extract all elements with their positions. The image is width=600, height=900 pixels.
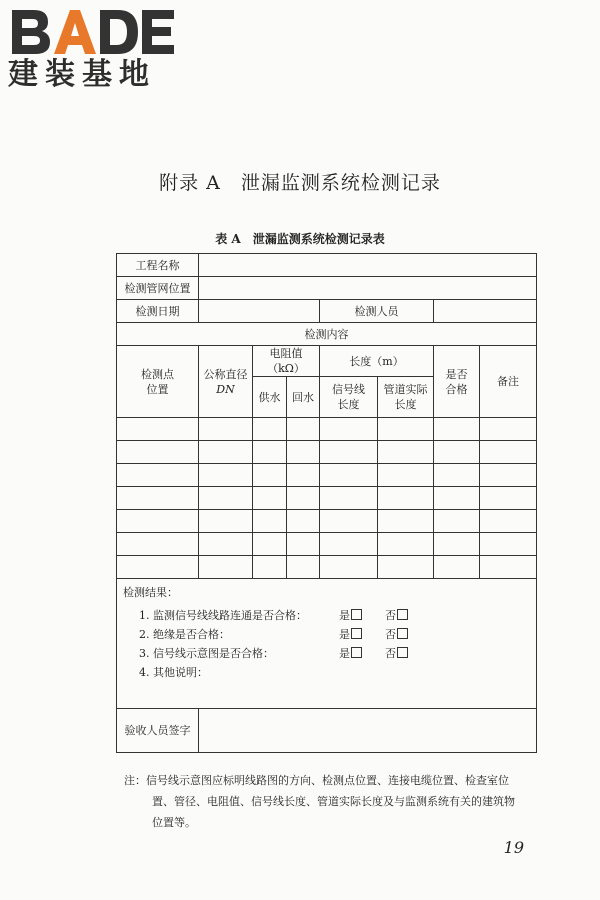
result-item-connectivity	[123, 606, 530, 625]
table-row	[117, 464, 537, 487]
no-checkbox[interactable]	[397, 628, 408, 639]
logo	[8, 4, 178, 92]
col-point-location-text: 检测点位置	[141, 367, 174, 396]
table-row	[117, 556, 537, 579]
no-label: 否	[385, 609, 396, 622]
table-caption: 表 A 泄漏监测系统检测记录表	[215, 232, 385, 246]
yes-label: 是	[339, 609, 350, 622]
inspection-content-label: 检测内容	[117, 323, 537, 346]
acceptance-signature-field[interactable]	[199, 709, 537, 753]
inspection-date-field[interactable]	[199, 300, 320, 323]
result-item-label: 1. 监测信号线线路连通是否合格：	[139, 609, 307, 622]
no-label: 否	[385, 628, 396, 641]
project-name-label: 工程名称	[117, 254, 199, 277]
col-signal-line-length-text: 信号线长度	[332, 383, 365, 411]
table-row	[117, 441, 537, 464]
table-row	[117, 418, 537, 441]
col-resistance: 电阻值（kΩ）	[253, 346, 320, 377]
note-line-1: 注：信号线示意图应标明线路图的方向、检测点位置、连接电缆位置、检查室位	[124, 774, 509, 787]
acceptance-signature-label: 验收人员签字	[117, 709, 199, 753]
inspector-field[interactable]	[434, 300, 537, 323]
result-item-other	[123, 663, 530, 682]
col-return: 回水	[287, 377, 320, 418]
bade-logo-mark	[8, 4, 178, 58]
svg-text:BADE: BADE	[8, 4, 11, 5]
result-item-label: 3. 信号线示意图是否合格：	[139, 647, 274, 660]
project-name-field[interactable]	[199, 254, 537, 277]
no-checkbox[interactable]	[397, 647, 408, 658]
col-length: 长度（m）	[320, 346, 434, 377]
yes-checkbox[interactable]	[351, 647, 362, 658]
col-signal-line-length	[320, 377, 378, 418]
col-qualified	[434, 346, 480, 418]
result-item-insulation	[123, 625, 530, 644]
table-note	[124, 770, 550, 833]
yes-checkbox[interactable]	[351, 628, 362, 639]
yes-checkbox[interactable]	[351, 609, 362, 620]
appendix-title: 附录 A 泄漏监测系统检测记录	[159, 172, 441, 194]
pipe-network-location-field[interactable]	[199, 277, 537, 300]
col-nominal-diameter	[199, 346, 253, 418]
col-pipe-actual-length	[378, 377, 434, 418]
col-qualified-text: 是否合格	[445, 367, 468, 396]
col-pipe-actual-length-text: 管道实际长度	[383, 383, 428, 411]
col-supply: 供水	[253, 377, 287, 418]
logo-subtitle: 建装基地	[8, 57, 156, 92]
yes-label: 是	[339, 647, 350, 660]
inspector-label: 检测人员	[320, 300, 434, 323]
col-nominal-diameter-text: 公称直径	[203, 367, 248, 381]
result-item-diagram	[123, 644, 530, 663]
no-label: 否	[385, 647, 396, 660]
col-point-location	[117, 346, 199, 418]
note-line-2: 置、管径、电阻值、信号线长度、管道实际长度及与监测系统有关的建筑物	[152, 795, 515, 808]
table-row	[117, 487, 537, 510]
results-title: 检测结果：	[123, 586, 178, 599]
col-remarks: 备注	[480, 346, 537, 418]
result-other-label: 4. 其他说明：	[139, 666, 208, 679]
result-item-label: 2. 绝缘是否合格：	[139, 628, 230, 641]
col-nominal-diameter-unit: DN	[216, 382, 235, 396]
note-line-3: 位置等。	[152, 816, 196, 829]
yes-label: 是	[339, 628, 350, 641]
inspection-date-label: 检测日期	[117, 300, 199, 323]
inspection-results	[117, 579, 537, 709]
pipe-network-location-label: 检测管网位置	[117, 277, 199, 300]
table-row	[117, 533, 537, 556]
page-number: 19	[503, 838, 524, 857]
inspection-record-table	[116, 253, 537, 753]
table-row	[117, 510, 537, 533]
no-checkbox[interactable]	[397, 609, 408, 620]
